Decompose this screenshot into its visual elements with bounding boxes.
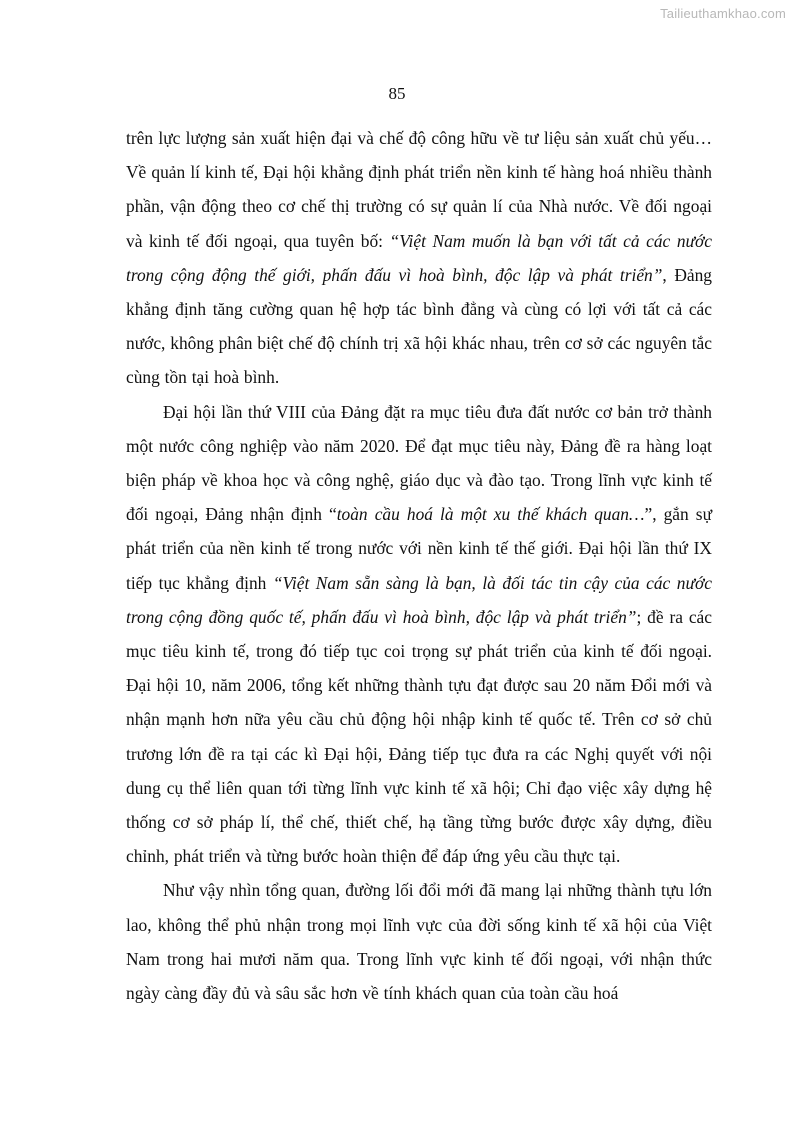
page-number: 85: [388, 84, 406, 103]
watermark: Tailieuthamkhao.com: [660, 6, 786, 21]
paragraph-1-text-2: , Đảng khẳng định tăng cường quan hệ hợp tác bình đẳng và cùng có lợi với tất cả các nước, không phân biệt chế độ chính trị xã hội khác nhau, trên cơ sở các nguyên tắc cùng tồn tại hoà bình.: [126, 264, 712, 388]
paragraph-2-text-1: Đại hội lần thứ VIII của Đảng đặt ra mục tiêu đưa đất nước cơ bản trở thành một nước công nghiệp vào năm 2020. Để đạt mục tiêu này, Đảng đề ra hàng loạt biện pháp về khoa học và công nghệ, giáo dục và đào tạo. Trong lĩnh vực kinh tế đối ngoại, Đảng nhận định “: [126, 401, 712, 525]
paragraph-2-text-3: ; đề ra các mục tiêu kinh tế, trong đó tiếp tục coi trọng sự phát triển của kinh tế đối ngoại. Đại hội 10, năm 2006, tổng kết những thành tựu đạt được sau 20 năm Đổi mới và nhận mạnh hơn nữa yêu cầu chủ động hội nhập kinh tế quốc tế. Trên cơ sở chủ trương lớn đề ra tại các kì Đại hội, Đảng tiếp tục đưa ra các Nghị quyết với nội dung cụ thể liên quan tới từng lĩnh vực kinh tế xã hội; Chỉ đạo việc xây dựng hệ thống cơ sở pháp lí, thể chế, thiết chế, hạ tầng từng bước được xây dựng, điều chỉnh, phát triển và từng bước hoàn thiện để đáp ứng yêu cầu thực tại.: [126, 606, 712, 867]
document-body: [126, 121, 712, 1010]
paragraph-1-text-1: trên lực lượng sản xuất hiện đại và chế độ công hữu về tư liệu sản xuất chủ yếu… Về quản lí kinh tế, Đại hội khẳng định phát triển nền kinh tế hàng hoá nhiều thành phần, vận động theo cơ chế thị trường có sự quản lí của Nhà nước. Về đối ngoại và kinh tế đối ngoại, qua tuyên bố:: [126, 128, 712, 251]
paragraph-1-quote: “Việt Nam muốn là bạn với tất cả các nước trong cộng động thế giới, phấn đấu vì hoà bình, độc lập và phát triển”: [126, 230, 713, 285]
paragraph-1: [126, 121, 712, 395]
paragraph-2-quote-1: toàn cầu hoá là một xu thế khách quan…: [336, 504, 645, 525]
paragraph-3: [126, 873, 712, 1010]
paragraph-2: [126, 395, 712, 874]
paragraph-2-quote-2: “Việt Nam sẵn sàng là bạn, là đối tác tin cậy của các nước trong cộng đồng quốc tế, phấn đấu vì hoà bình, độc lập và phát triển”: [126, 572, 712, 627]
paragraph-2-text-2: ”, gắn sự phát triển của nền kinh tế trong nước với nền kinh tế thế giới. Đại hội lần thứ IX tiếp tục khẳng định: [126, 504, 712, 593]
paragraph-3-text-1: Như vậy nhìn tổng quan, đường lối đổi mới đã mang lại những thành tựu lớn lao, không thể phủ nhận trong mọi lĩnh vực của đời sống kinh tế xã hội của Việt Nam trong hai mươi năm qua. Trong lĩnh vực kinh tế đối ngoại, với nhận thức ngày càng đầy đủ và sâu sắc hơn về tính khách quan của toàn cầu hoá: [126, 880, 712, 1004]
